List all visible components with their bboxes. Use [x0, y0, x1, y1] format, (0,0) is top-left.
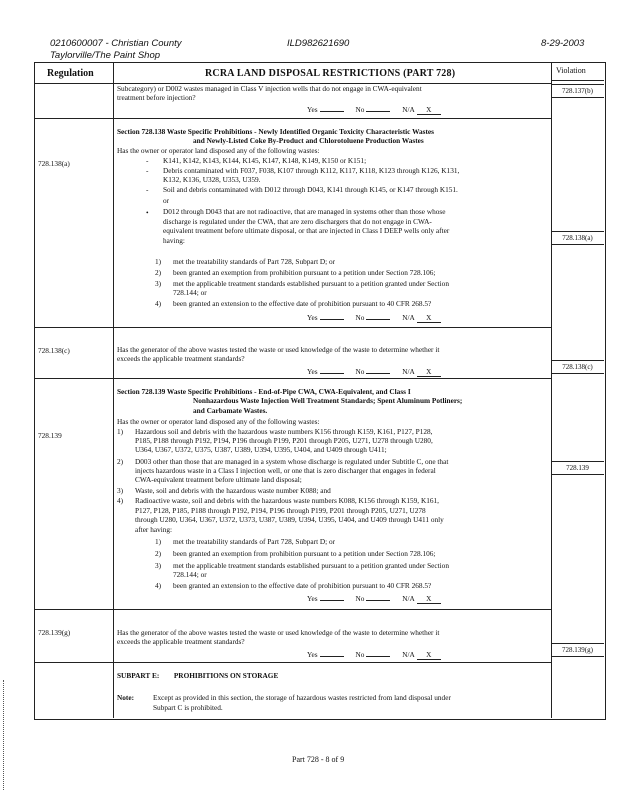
s139-s1: 1) — [155, 537, 162, 546]
s139-heading-2: Nonhazardous Waste Injection Well Treatment Standards; Spent Aluminum Potliners; — [193, 396, 463, 405]
s138-i1: met the treatability standards of Part 728, Subpart D; or — [173, 257, 336, 266]
reg-728-139: 728.139 — [38, 431, 62, 440]
s138-bullet-dot: • — [146, 208, 149, 217]
s139-p4b: P127, P128, P185, P188 through P192, P194, P196 through P199, P201 through P205, U271, U278 — [135, 506, 426, 515]
s138-n1: 1) — [155, 257, 162, 266]
top-line-1: Subcategory) or D002 wastes managed in Class V injection wells that do not engage in CWA-equivalent — [117, 84, 422, 93]
header-facility: Taylorville/The Paint Shop — [50, 50, 161, 61]
s139-heading-3: and Carbamate Wastes. — [193, 406, 268, 415]
s138-n2: 2) — [155, 268, 162, 277]
s139-p2c: CWA-equivalent treatment before ultimate land disposal; — [135, 475, 302, 484]
s139g-line-1: Has the generator of the above wastes tested the waste or used knowledge of the waste to determine whether it — [117, 628, 440, 637]
s139-si4: been granted an extension to the effective date of prohibition pursuant to 40 CFR 268.5? — [173, 581, 432, 590]
note-label: Note: — [117, 693, 135, 702]
s138-bullet-dash-2: - — [146, 166, 149, 175]
s139-p3: Waste, soil and debris with the hazardous waste number K088; and — [135, 486, 331, 495]
row-divider-4 — [34, 609, 551, 610]
s139-s2: 2) — [155, 549, 162, 558]
header-row-divider-violation — [551, 80, 604, 81]
s138c-answer: Yes No N/A X — [307, 367, 451, 377]
s138-or: or — [163, 196, 170, 205]
s139-answer: Yes No N/A X — [307, 594, 451, 604]
s139g-line-2: exceeds the applicable treatment standards? — [117, 637, 245, 646]
s139-p1c: U364, U367, U372, U375, U387, U389, U394, U395, U404, and U409 through U411; — [135, 445, 387, 454]
violation-728-137b: 728.137(b) — [551, 84, 604, 98]
s139-p1b: P185, P188 through P192, P194, P196 through P199, P201 through P205, U271, U278 through U280, — [135, 436, 433, 445]
s138-b4c: equivalent treatment before ultimate disposal, or that are injected in Class I DEEP wells only after — [163, 226, 450, 235]
s139-heading-1: Section 728.139 Waste Specific Prohibitions - End-of-Pipe CWA, CWA-Equivalent, and Class I — [117, 387, 411, 396]
violation-728-138c: 728.138(c) — [551, 360, 604, 374]
s138-heading-2: and Newly-Listed Coke By-Product and Chlorotoluene Production Wastes — [193, 136, 424, 145]
row-divider-2 — [34, 327, 551, 328]
s139-n1: 1) — [117, 427, 124, 436]
header-date: 8-29-2003 — [541, 38, 585, 49]
s139-p4a: Radioactive waste, soil and debris with the hazardous waste numbers K088, K156 through K159, K161, — [135, 496, 439, 505]
row-divider-5 — [34, 662, 551, 663]
s139-n4: 4) — [117, 496, 124, 505]
s139-si2: been granted an exemption from prohibition pursuant to a petition under Section 728.106; — [173, 549, 436, 558]
s139-si3b: 728.144; or — [173, 570, 207, 579]
s139g-answer: Yes No N/A X — [307, 650, 451, 660]
s138-b1: K141, K142, K143, K144, K145, K147, K148, K149, K150 or K151; — [163, 156, 367, 165]
s138-b2a: Debris contaminated with F037, F038, K107 through K112, K117, K118, K123 through K126, K131, — [163, 166, 460, 175]
s138-bullet-dash-1: - — [146, 156, 149, 165]
s138-i3b: 728.144; or — [173, 288, 207, 297]
header-id-line: 0210600007 - Christian County — [50, 38, 182, 49]
s138-b3: Soil and debris contaminated with D012 through D043, K141 through K145, or K147 through K151. — [163, 185, 458, 194]
violation-728-139g: 728.139(g) — [551, 643, 604, 657]
reg-728-139g: 728.139(g) — [38, 628, 71, 637]
col-divider-right — [551, 62, 552, 718]
s139-intro: Has the owner or operator land disposed any of the following wastes: — [117, 417, 320, 426]
s139-p2a: D003 other than those that are managed in a system whose discharge is regulated under Subtitle C, one that — [135, 457, 449, 466]
subpart-e-title: SUBPART E: PROHIBITIONS ON STORAGE — [117, 671, 279, 680]
s138-i4: been granted an extension to the effective date of prohibition pursuant to 40 CFR 268.5? — [173, 299, 432, 308]
s138-b4d: having: — [163, 236, 185, 245]
s138-b4a: D012 through D043 that are not radioactive, that are managed in systems other than those whose — [163, 207, 446, 216]
top-line-2: treatment before injection? — [117, 93, 196, 102]
col-violation-header: Violation — [556, 66, 586, 75]
s138-i2: been granted an exemption from prohibition pursuant to a petition under Section 728.106; — [173, 268, 436, 277]
s139-si1: met the treatability standards of Part 728, Subpart D; or — [173, 537, 336, 546]
s138-bullet-dash-3: - — [146, 185, 149, 194]
s138-i3a: met the applicable treatment standards established pursuant to a petition granted under Section — [173, 279, 449, 288]
s139-n3: 3) — [117, 486, 124, 495]
top-answer: Yes No N/A X — [307, 105, 451, 115]
col-title-header: RCRA LAND DISPOSAL RESTRICTIONS (PART 728) — [205, 68, 456, 79]
row-divider-3 — [34, 378, 551, 379]
note-line-2: Subpart C is prohibited. — [153, 703, 223, 712]
s138-b4b: discharge is regulated under the CWA, that are zero dischargers that do not engage in CWA- — [163, 217, 432, 226]
s138-answer: Yes No N/A X — [307, 313, 451, 323]
s139-p4c: through U280, U364, U367, U372, U373, U387, U389, U394, U395, U404, and U409 through U411 only — [135, 515, 444, 524]
s139-si3a: met the applicable treatment standards established pursuant to a petition granted under Section — [173, 561, 449, 570]
row-divider-1 — [34, 118, 551, 119]
s138c-line-1: Has the generator of the above wastes tested the waste or used knowledge of the waste to determine whether it — [117, 345, 440, 354]
s138-n4: 4) — [155, 299, 162, 308]
violation-728-138a: 728.138(a) — [551, 231, 604, 245]
col-regulation-header: Regulation — [47, 68, 94, 79]
col-divider-left — [113, 62, 114, 718]
s139-p4d: after having: — [135, 525, 173, 534]
reg-728-138a: 728.138(a) — [38, 159, 70, 168]
s139-s3: 3) — [155, 561, 162, 570]
note-line-1: Except as provided in this section, the storage of hazardous wastes restricted from land disposal under — [153, 693, 451, 702]
s138-n3: 3) — [155, 279, 162, 288]
s138-b2b: K132, K136, U328, U353, U359. — [163, 175, 261, 184]
violation-728-139: 728.139 — [551, 461, 604, 475]
s138-intro: Has the owner or operator land disposed any of the following wastes: — [117, 146, 320, 155]
s139-p2b: injects hazardous waste in a Class I injection well, or one that is zero discharger that engages in federal — [135, 466, 436, 475]
page-footer: Part 728 - 8 of 9 — [292, 755, 345, 764]
s138-heading-1: Section 728.138 Waste Specific Prohibitions - Newly Identified Organic Toxicity Characteristic Wastes — [117, 127, 434, 136]
s139-n2: 2) — [117, 457, 124, 466]
s138c-line-2: exceeds the applicable treatment standards? — [117, 354, 245, 363]
reg-728-138c: 728.138(c) — [38, 346, 70, 355]
header-epa-id: ILD982621690 — [287, 38, 350, 49]
s139-p1a: Hazardous soil and debris with the hazardous waste numbers K156 through K159, K161, P127, P128, — [135, 427, 433, 436]
scan-edge-mark — [3, 680, 5, 790]
s139-s4: 4) — [155, 581, 162, 590]
